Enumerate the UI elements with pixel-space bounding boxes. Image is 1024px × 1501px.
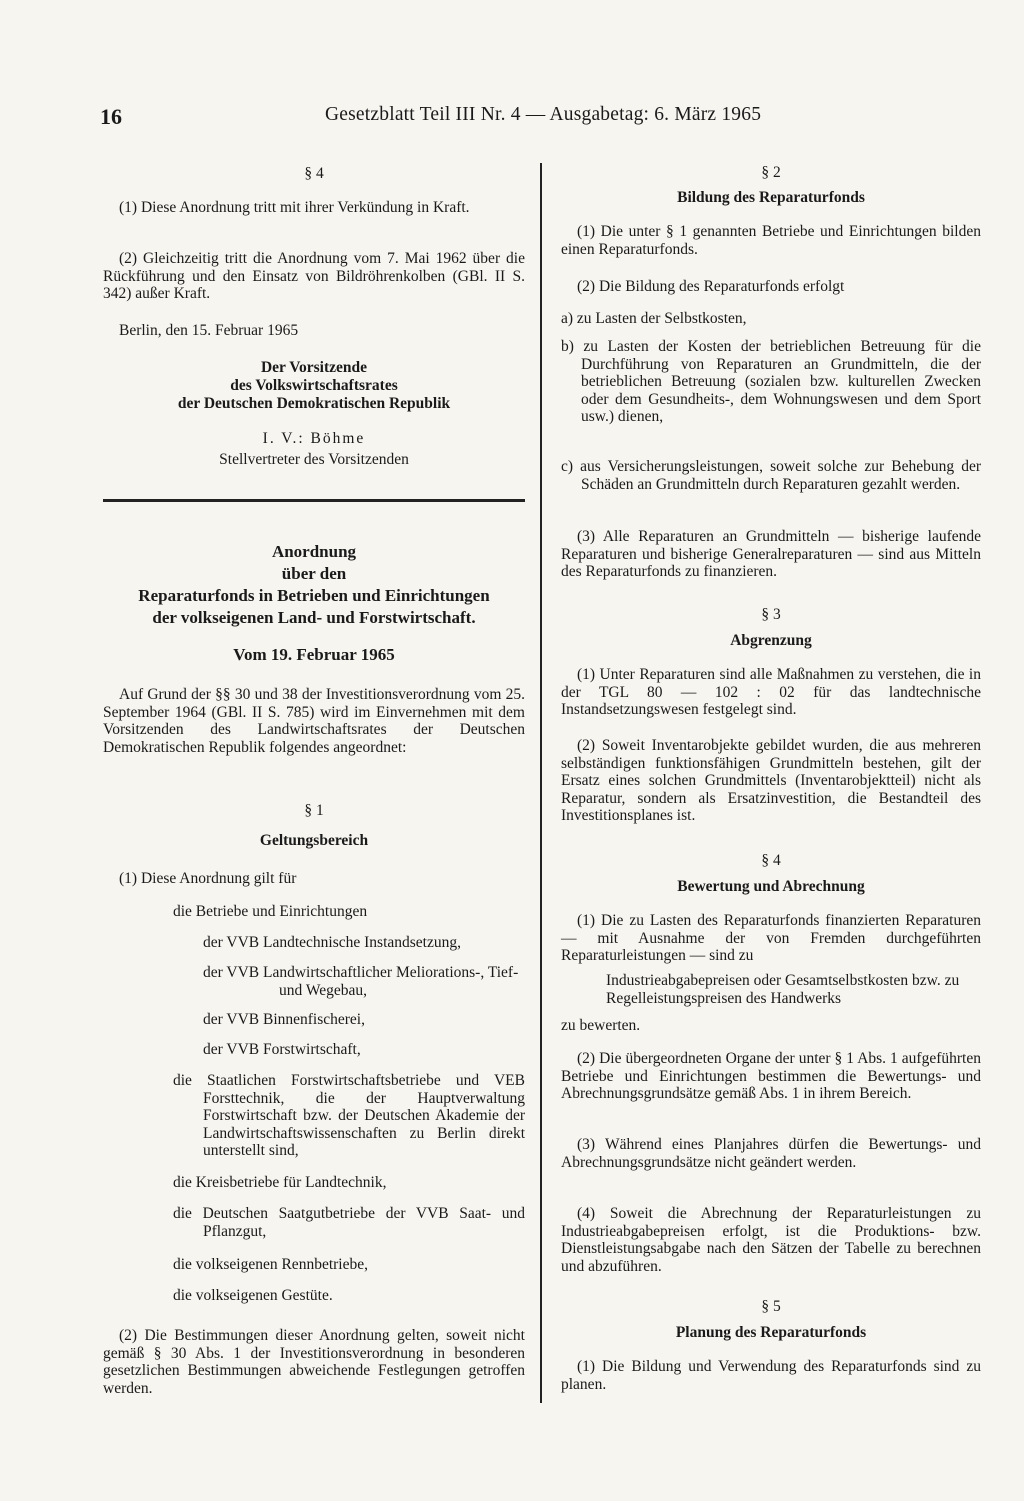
- signature-line: Der Vorsitzende: [260, 359, 368, 376]
- list-item: die Kreisbetriebe für Landtechnik,: [173, 1174, 387, 1191]
- section-title: Geltungsbereich: [259, 832, 369, 849]
- list-item: der VVB Forstwirtschaft,: [203, 1041, 361, 1058]
- order-title: Reparaturfonds in Betrieben und Einrichtungen: [138, 586, 490, 605]
- order-date: Vom 19. Februar 1965: [233, 645, 395, 664]
- paragraph: (1) Die Bildung und Verwendung des Reparaturfonds sind zu planen.: [561, 1358, 981, 1393]
- paragraph: (2) Gleichzeitig tritt die Anordnung vom 7. Mai 1962 über die Rückführung und den Einsatz von Bildröhrenkolben (GBl. II S. 342) außer Kraft.: [103, 250, 525, 302]
- section-number: § 2: [761, 164, 781, 181]
- paragraph: (2) Die Bildung des Reparaturfonds erfolgt: [577, 278, 845, 295]
- paragraph: (2) Die übergeordneten Organe der unter § 1 Abs. 1 aufgeführten Betriebe und Einrichtungen bestimmen die Bewertungs- und Abrechnungsgrundsätze gemäß Abs. 1 in ihrem Bereich.: [561, 1050, 981, 1102]
- list-item: die volkseigenen Rennbetriebe,: [173, 1256, 368, 1273]
- section-number: § 4: [761, 852, 781, 869]
- signature-line: des Volkswirtschaftsrates: [230, 377, 398, 394]
- paragraph: (4) Soweit die Abrechnung der Reparaturleistungen zu Industrieabgabepreisen erfolgt, ist die Produktions- bzw. Dienstleistungsabgabe nach den Sätzen der Tabelle zu berechnen und abzuführen.: [561, 1205, 981, 1275]
- paragraph: (3) Alle Reparaturen an Grundmitteln — bisherige laufende Reparaturen und bisherige Generalreparaturen — sind aus Mitteln des Reparaturfonds zu finanzieren.: [561, 528, 981, 580]
- list-item: die Deutschen Saatgutbetriebe der VVB Saat- und Pflanzgut,: [173, 1205, 525, 1240]
- section-rule: [103, 499, 525, 502]
- section-title: Bewertung und Abrechnung: [677, 878, 865, 895]
- section-title: Planung des Reparaturfonds: [675, 1324, 867, 1341]
- order-title: über den: [281, 564, 347, 583]
- signatory-role: Stellvertreter des Vorsitzenden: [219, 451, 409, 468]
- section-title: Bildung des Reparaturfonds: [677, 189, 865, 206]
- paragraph: (2) Soweit Inventarobjekte gebildet wurden, die aus mehreren selbständigen funktionsfähigen Grundmitteln bestehen, gilt der Ersatz eines solchen Grundmittels (Inventarobjektteil) nicht als Reparatur, sondern als Ersatzinvestition, die Bestandteil des Investitionsplanes ist.: [561, 737, 981, 824]
- paragraph: (1) Die zu Lasten des Reparaturfonds finanzierten Reparaturen — mit Ausnahme der von Fremden durchgeführten Reparaturleistungen — sind zu: [561, 912, 981, 964]
- list-item: der VVB Landtechnische Instandsetzung,: [203, 934, 461, 951]
- paragraph-indented: Industrieabgabepreisen oder Gesamtselbstkosten bzw. zu Regelleistungspreisen des Handwerks: [606, 972, 960, 1007]
- paragraph: (2) Die Bestimmungen dieser Anordnung gelten, soweit nicht gemäß § 30 Abs. 1 der Investitionsverordnung in besonderen gesetzlichen Bestimmungen abweichende Festlegungen getroffen werden.: [103, 1327, 525, 1397]
- paragraph: (1) Diese Anordnung tritt mit ihrer Verkündung in Kraft.: [119, 199, 470, 216]
- list-item: a) zu Lasten der Selbstkosten,: [561, 310, 747, 327]
- paragraph: (1) Diese Anordnung gilt für: [119, 870, 297, 887]
- signature-line: der Deutschen Demokratischen Republik: [177, 395, 451, 412]
- gazette-title: Gesetzblatt Teil III Nr. 4 — Ausgabetag: 6. März 1965: [325, 104, 762, 125]
- section-number: § 5: [761, 1298, 781, 1315]
- list-item: der VVB Binnenfischerei,: [203, 1011, 365, 1028]
- page-number: 16: [100, 104, 122, 129]
- order-title: Anordnung: [271, 542, 357, 561]
- list-item: die volkseigenen Gestüte.: [173, 1287, 333, 1304]
- list-item: c) aus Versicherungsleistungen, soweit solche zur Behebung der Schäden an Grundmitteln durch Reparaturen gezahlt werden.: [561, 458, 981, 493]
- column-divider: [540, 163, 542, 1403]
- list-item: die Staatlichen Forstwirtschaftsbetriebe und VEB Forsttechnik, die der Hauptverwaltung Forstwirtschaft bzw. der Deutschen Akademie der Landwirtschaftswissenschaften zu Berlin direkt unterstellt sind,: [173, 1072, 525, 1159]
- section-title: Abgrenzung: [730, 632, 812, 649]
- list-item: der VVB Landwirtschaftlicher Meliorations-, Tief- und Wegebau,: [203, 964, 519, 999]
- paragraph: (1) Unter Reparaturen sind alle Maßnahmen zu verstehen, die in der TGL 80 — 102 : 02 für das landtechnische Instandsetzungswesen festgelegt sind.: [561, 666, 981, 718]
- order-title: der volkseigenen Land- und Forstwirtschaft.: [152, 608, 476, 627]
- signatory-name: I. V.: Böhme: [262, 430, 366, 447]
- preamble: Auf Grund der §§ 30 und 38 der Investitionsverordnung vom 25. September 1964 (GBl. II S. 785) wird im Einvernehmen mit dem Vorsitzenden des Landwirtschaftsrates der Deutschen Demokratischen Republik folgendes angeordnet:: [103, 686, 525, 756]
- section-number: § 4: [304, 165, 324, 182]
- paragraph: (3) Während eines Planjahres dürfen die Bewertungs- und Abrechnungsgrundsätze nicht geändert werden.: [561, 1136, 981, 1171]
- list-item: b) zu Lasten der Kosten der betrieblichen Betreuung für die Durchführung von Reparaturen an Grundmitteln, die der betrieblichen Betreuung (sozialen bzw. kulturellen Zwecken oder dem Gesundheits-, dem Wohnungswesen und dem Sport usw.) dienen,: [561, 338, 981, 425]
- page-header: [100, 104, 980, 134]
- list-intro: die Betriebe und Einrichtungen: [173, 903, 368, 920]
- section-number: § 1: [304, 802, 324, 819]
- paragraph: (1) Die unter § 1 genannten Betriebe und Einrichtungen bilden einen Reparaturfonds.: [561, 223, 981, 258]
- paragraph: zu bewerten.: [561, 1017, 641, 1034]
- place-date: Berlin, den 15. Februar 1965: [119, 322, 299, 339]
- section-number: § 3: [761, 606, 781, 623]
